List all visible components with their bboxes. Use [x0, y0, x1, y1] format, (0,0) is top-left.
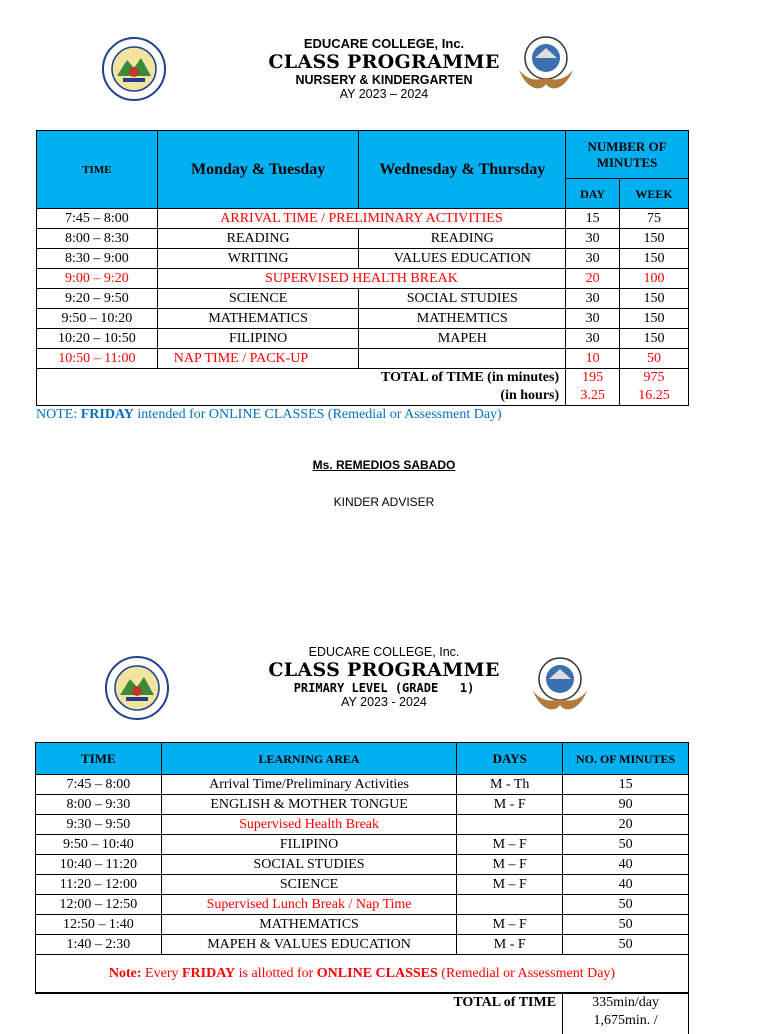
time-cell: 8:30 – 9:00 [37, 249, 158, 269]
table-row [36, 815, 689, 835]
note-online-classes: ONLINE CLASSES [316, 965, 438, 981]
total-week-hours: 16.25 [638, 388, 670, 403]
day-minutes-cell: 30 [566, 289, 620, 309]
mon-tue-cell: FILIPINO [157, 329, 359, 349]
day-minutes-cell: 15 [566, 209, 620, 229]
table-row [37, 349, 689, 369]
col-header-no-minutes: NO. OF MINUTES [563, 743, 689, 775]
time-cell: 12:00 – 12:50 [36, 895, 162, 915]
week-minutes-cell: 150 [620, 309, 689, 329]
total-week-minutes: 975 [643, 370, 665, 385]
table-row [37, 309, 689, 329]
grade1-total-table [35, 993, 689, 1034]
adviser-title: KINDER ADVISER [333, 495, 435, 509]
learning-area-cell: Supervised Lunch Break / Nap Time [161, 895, 457, 915]
time-cell: 10:20 – 10:50 [37, 329, 158, 349]
days-cell: M - Th [457, 775, 563, 795]
col-header-day: DAY [566, 179, 620, 209]
days-cell: M – F [457, 915, 563, 935]
total-week-cell [620, 369, 689, 406]
adviser-name: Ms. REMEDIOS SABADO [312, 458, 456, 472]
table-row [36, 855, 689, 875]
note-friday-2: FRIDAY [181, 965, 236, 981]
learning-area-cell: Arrival Time/Preliminary Activities [161, 775, 457, 795]
table-row [36, 915, 689, 935]
day-minutes-cell: 30 [566, 249, 620, 269]
col-header-time-2: TIME [36, 743, 162, 775]
time-cell: 12:50 – 1:40 [36, 915, 162, 935]
table-row [36, 935, 689, 955]
time-cell: 1:40 – 2:30 [36, 935, 162, 955]
note-rest: intended for ONLINE CLASSES (Remedial or Assessment Day) [133, 407, 502, 422]
activity-cell: SUPERVISED HEALTH BREAK [157, 269, 565, 289]
week-minutes-cell: 100 [620, 269, 689, 289]
col-header-mon-tue: Monday & Tuesday [157, 131, 359, 209]
total-day-minutes: 195 [582, 370, 604, 385]
col-header-minutes: NUMBER OF MINUTES [566, 131, 689, 179]
table-row [37, 329, 689, 349]
learning-area-cell: FILIPINO [161, 835, 457, 855]
minutes-cell: 15 [563, 775, 689, 795]
table-row [36, 895, 689, 915]
total-row [37, 369, 689, 406]
level-heading: NURSERY & KINDERGARTEN [295, 73, 473, 87]
college-name-2: EDUCARE COLLEGE, Inc. [308, 645, 460, 659]
wed-thu-cell: MATHEMTICS [359, 309, 566, 329]
days-cell [457, 815, 563, 835]
minutes-cell: 50 [563, 915, 689, 935]
note-friday: FRIDAY [80, 407, 134, 422]
time-cell: 9:50 – 10:40 [36, 835, 162, 855]
minutes-cell: 20 [563, 815, 689, 835]
wed-thu-cell [359, 349, 566, 369]
time-cell: 9:30 – 9:50 [36, 815, 162, 835]
wed-thu-cell: MAPEH [359, 329, 566, 349]
learning-area-cell: MATHEMATICS [161, 915, 457, 935]
col-header-learning-area: LEARNING AREA [161, 743, 457, 775]
table-row [37, 249, 689, 269]
table-row [36, 775, 689, 795]
time-cell: 10:40 – 11:20 [36, 855, 162, 875]
note-text-1: Every [141, 965, 182, 981]
wed-thu-cell: SOCIAL STUDIES [359, 289, 566, 309]
mon-tue-cell: NAP TIME / PACK-UP [157, 349, 359, 369]
table-row [36, 835, 689, 855]
minutes-cell: 50 [563, 935, 689, 955]
col-header-wed-thu: Wednesday & Thursday [359, 131, 566, 209]
time-cell: 9:00 – 9:20 [37, 269, 158, 289]
learning-area-cell: SOCIAL STUDIES [161, 855, 457, 875]
total-day-hours: 3.25 [580, 388, 605, 403]
days-cell: M – F [457, 875, 563, 895]
friday-note-2 [36, 955, 689, 993]
wed-thu-cell: VALUES EDUCATION [359, 249, 566, 269]
mon-tue-cell: READING [157, 229, 359, 249]
days-cell: M - F [457, 935, 563, 955]
time-cell: 10:50 – 11:00 [37, 349, 158, 369]
table-row [37, 289, 689, 309]
table-row [37, 209, 689, 229]
col-header-time: TIME [37, 131, 158, 209]
minutes-cell: 40 [563, 875, 689, 895]
time-cell: 11:20 – 12:00 [36, 875, 162, 895]
total-minutes-label: TOTAL of TIME (in minutes) [380, 370, 560, 385]
minutes-cell: 50 [563, 835, 689, 855]
academic-year: AY 2023 – 2024 [339, 87, 429, 101]
level-heading-2: PRIMARY LEVEL (GRADE 1) [293, 681, 475, 695]
day-minutes-cell: 30 [566, 229, 620, 249]
mon-tue-cell: MATHEMATICS [157, 309, 359, 329]
note-row [36, 955, 689, 993]
total-label-cell [37, 369, 566, 406]
day-minutes-cell: 30 [566, 309, 620, 329]
friday-note [36, 407, 502, 423]
note-prefix: NOTE: [36, 407, 81, 422]
academic-year-2: AY 2023 - 2024 [341, 695, 427, 709]
time-cell: 7:45 – 8:00 [37, 209, 158, 229]
college-name: EDUCARE COLLEGE, Inc. [303, 36, 465, 51]
day-minutes-cell: 20 [566, 269, 620, 289]
mon-tue-cell: SCIENCE [157, 289, 359, 309]
days-cell: M - F [457, 795, 563, 815]
note-text-2: is allotted for [235, 965, 317, 981]
time-cell: 9:50 – 10:20 [37, 309, 158, 329]
time-cell: 8:00 – 9:30 [36, 795, 162, 815]
mon-tue-cell: WRITING [157, 249, 359, 269]
time-cell: 7:45 – 8:00 [36, 775, 162, 795]
note-label: Note: [108, 965, 142, 981]
total-hours-label: (in hours) [500, 388, 560, 403]
week-minutes-cell: 150 [620, 289, 689, 309]
table-row [37, 229, 689, 249]
minutes-cell: 50 [563, 895, 689, 915]
total-value-cell-2 [563, 994, 689, 1034]
page-title: CLASS PROGRAMME [268, 51, 500, 73]
activity-cell: ARRIVAL TIME / PRELIMINARY ACTIVITIES [157, 209, 565, 229]
learning-area-cell: SCIENCE [161, 875, 457, 895]
total-label-2: TOTAL of TIME [35, 994, 563, 1034]
page-title-2: CLASS PROGRAMME [268, 659, 500, 681]
week-minutes-cell: 150 [620, 329, 689, 349]
week-minutes-cell: 150 [620, 229, 689, 249]
time-cell: 8:00 – 8:30 [37, 229, 158, 249]
days-cell: M – F [457, 855, 563, 875]
minutes-cell: 40 [563, 855, 689, 875]
day-minutes-cell: 10 [566, 349, 620, 369]
wed-thu-cell: READING [359, 229, 566, 249]
week-minutes-cell: 50 [620, 349, 689, 369]
col-header-week: WEEK [620, 179, 689, 209]
total-day-cell [566, 369, 620, 406]
learning-area-cell: Supervised Health Break [161, 815, 457, 835]
table-row [37, 269, 689, 289]
total-per-day: 335min/day [592, 995, 659, 1010]
note-text-3: (Remedial or Assessment Day) [437, 965, 616, 981]
table-row [36, 875, 689, 895]
total-per-week: 1,675min. / [593, 1013, 658, 1028]
table-row [36, 795, 689, 815]
learning-area-cell: MAPEH & VALUES EDUCATION [161, 935, 457, 955]
days-cell [457, 895, 563, 915]
grade1-schedule-table [35, 742, 689, 993]
week-minutes-cell: 150 [620, 249, 689, 269]
days-cell: M – F [457, 835, 563, 855]
kinder-schedule-table [36, 130, 689, 406]
time-cell: 9:20 – 9:50 [37, 289, 158, 309]
col-header-days: DAYS [457, 743, 563, 775]
week-minutes-cell: 75 [620, 209, 689, 229]
day-minutes-cell: 30 [566, 329, 620, 349]
minutes-cell: 90 [563, 795, 689, 815]
learning-area-cell: ENGLISH & MOTHER TONGUE [161, 795, 457, 815]
